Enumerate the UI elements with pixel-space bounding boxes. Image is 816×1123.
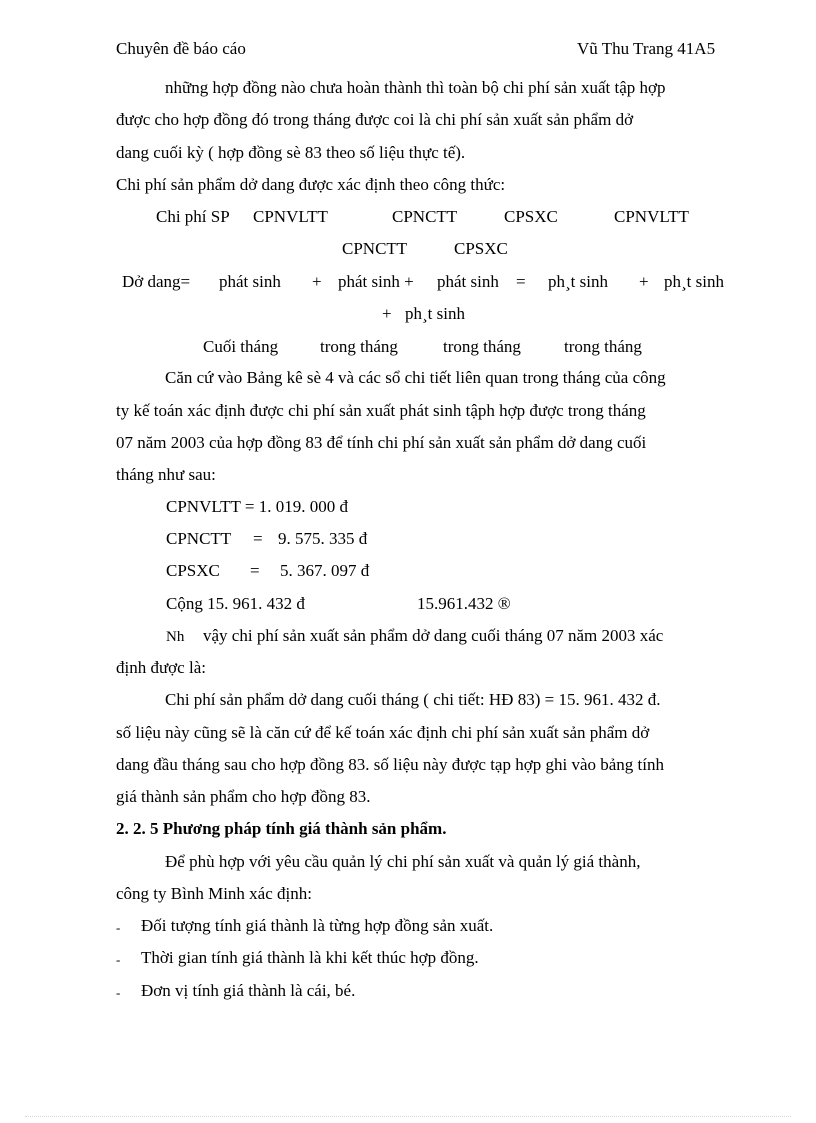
cost-cpnctt-value: 9. 575. 335 đ bbox=[278, 529, 368, 548]
cost-cpsxc-value: 5. 367. 097 đ bbox=[280, 561, 370, 580]
bottom-rule bbox=[25, 1116, 791, 1117]
formula-cell: phát sinh bbox=[437, 272, 499, 291]
cost-cpsxc-label: CPSXC bbox=[166, 561, 220, 580]
formula-cell: trong tháng bbox=[443, 337, 521, 356]
summary-line-2: số liệu này cũng sẽ là căn cứ để kế toán xác định chi phí sản xuất sản phẩm dở bbox=[116, 723, 650, 742]
formula-cell: + bbox=[382, 304, 392, 323]
summary-line-1: Chi phí sản phẩm dở dang cuối tháng ( chi tiết: HĐ 83) = 15. 961. 432 đ. bbox=[165, 690, 661, 709]
method-intro-line-2: công ty Bình Minh xác định: bbox=[116, 884, 312, 903]
formula-cell: = bbox=[516, 272, 526, 291]
formula-cell: CPNVLTT bbox=[253, 207, 328, 226]
summary-line-4: giá thành sản phẩm cho hợp đồng 83. bbox=[116, 787, 371, 806]
formula-cell: Cuối tháng bbox=[203, 337, 279, 356]
list-item: Đơn vị tính giá thành là cái, bé. bbox=[141, 981, 356, 1000]
formula-cell: Dở dang= bbox=[122, 272, 191, 291]
conclusion-nh: Nh bbox=[166, 629, 185, 645]
formula-cell: phát sinh + bbox=[338, 272, 414, 291]
intro-line-1: những hợp đồng nào chưa hoàn thành thì toàn bộ chi phí sản xuất tập hợp bbox=[165, 78, 666, 97]
formula-cell: ph¸t sinh bbox=[664, 272, 724, 291]
formula-cell: CPSXC bbox=[504, 207, 558, 226]
formula-cell: ph¸t sinh bbox=[405, 304, 465, 323]
formula-cell: Chi phí SP bbox=[156, 207, 230, 226]
formula-cell: + bbox=[312, 272, 322, 291]
summary-line-3: dang đầu tháng sau cho hợp đồng 83. số liệu này được tạp hợp ghi vào bảng tính bbox=[116, 755, 664, 774]
intro-line-2: được cho hợp đồng đó trong tháng được coi là chi phí sản xuất sản phẩm dở bbox=[116, 110, 634, 129]
formula-cell: CPNCTT bbox=[342, 239, 408, 258]
intro-line-3: dang cuối kỳ ( hợp đồng sè 83 theo số liệu thực tế). bbox=[116, 143, 466, 162]
bullet-dash: - bbox=[116, 985, 121, 1000]
header-left: Chuyên đề báo cáo bbox=[116, 39, 246, 58]
conclusion-line-2: định được là: bbox=[116, 658, 206, 677]
formula-cell: trong tháng bbox=[320, 337, 398, 356]
cost-total-right: 15.961.432 ® bbox=[417, 594, 511, 613]
cost-total: Cộng 15. 961. 432 đ bbox=[166, 594, 305, 613]
basis-line-4: tháng như sau: bbox=[116, 465, 216, 484]
formula-cell: CPSXC bbox=[454, 239, 508, 258]
list-item: Thời gian tính giá thành là khi kết thúc hợp đồng. bbox=[141, 948, 479, 967]
cost-cpnctt-label: CPNCTT bbox=[166, 529, 232, 548]
list-item: Đối tượng tính giá thành là từng hợp đồng sản xuất. bbox=[141, 916, 494, 935]
basis-line-2: ty kế toán xác định được chi phí sản xuất phát sinh tậph hợp được trong tháng bbox=[116, 401, 646, 420]
conclusion-line-1: vậy chi phí sản xuất sản phẩm dở dang cuối tháng 07 năm 2003 xác bbox=[203, 626, 664, 645]
method-intro-line-1: Để phù hợp với yêu cầu quản lý chi phí sản xuất và quản lý giá thành, bbox=[165, 852, 641, 871]
header-right: Vũ Thu Trang 41A5 bbox=[577, 39, 716, 58]
cost-cpnvltt: CPNVLTT = 1. 019. 000 đ bbox=[166, 497, 348, 516]
bullet-dash: - bbox=[116, 952, 121, 967]
formula-cell: CPNCTT bbox=[392, 207, 458, 226]
formula-cell: + bbox=[639, 272, 649, 291]
basis-line-3: 07 năm 2003 của hợp đồng 83 để tính chi phí sản xuất sản phẩm dở dang cuối bbox=[116, 433, 647, 452]
intro-line-4: Chi phí sản phẩm dở dang được xác định theo công thức: bbox=[116, 175, 506, 194]
cost-cpsxc-eq: = bbox=[250, 561, 260, 580]
basis-line-1: Căn cứ vào Bảng kê sè 4 và các sổ chi tiết liên quan trong tháng của công bbox=[165, 368, 666, 387]
bullet-dash: - bbox=[116, 920, 121, 935]
formula-cell: CPNVLTT bbox=[614, 207, 689, 226]
cost-cpnctt-eq: = bbox=[253, 529, 263, 548]
formula-cell: phát sinh bbox=[219, 272, 281, 291]
formula-cell: trong tháng bbox=[564, 337, 642, 356]
section-heading: 2. 2. 5 Phương pháp tính giá thành sản phẩm. bbox=[116, 819, 447, 838]
formula-cell: ph¸t sinh bbox=[548, 272, 608, 291]
